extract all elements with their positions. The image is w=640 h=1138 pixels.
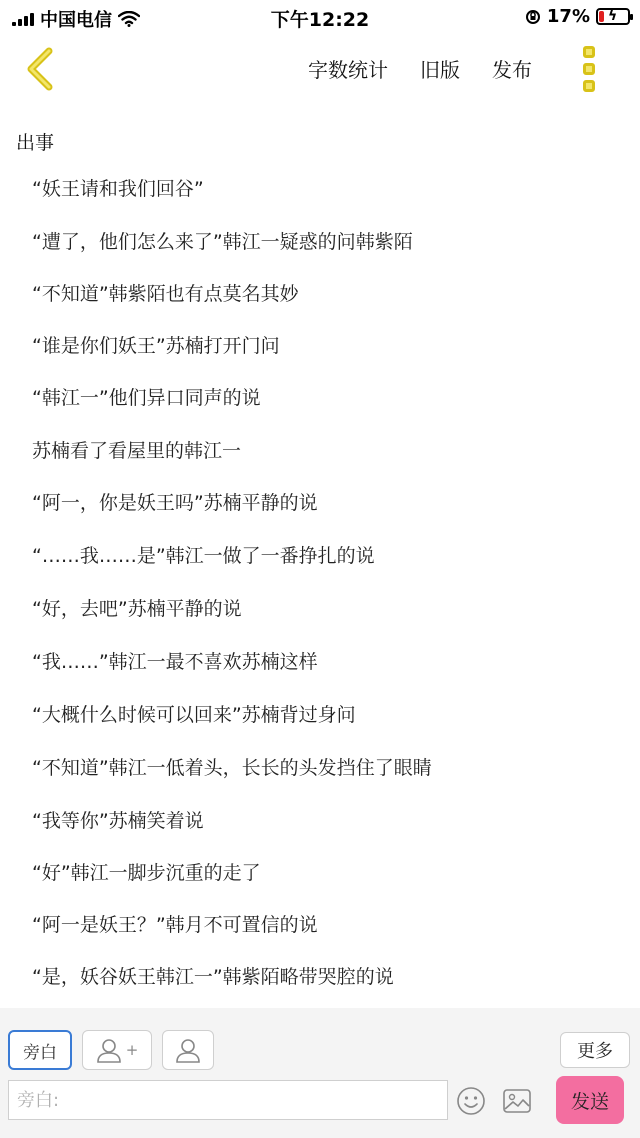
image-icon bbox=[502, 1087, 532, 1115]
chevron-left-icon bbox=[25, 47, 55, 91]
composer-panel bbox=[0, 1008, 640, 1138]
carrier-name: 中国电信 bbox=[40, 10, 112, 31]
status-time: 下午12:22 bbox=[270, 9, 370, 31]
status-right bbox=[525, 6, 630, 27]
message-input[interactable] bbox=[8, 1080, 448, 1120]
role-avatar-button[interactable] bbox=[162, 1030, 214, 1070]
charging-bolt-icon: ϟ bbox=[608, 8, 618, 24]
story-line[interactable]: “大概什么时候可以回来”苏楠背过身问 bbox=[32, 704, 356, 726]
story-line[interactable]: 苏楠看了看屋里的韩江一 bbox=[32, 440, 242, 462]
story-line[interactable]: “韩江一”他们异口同声的说 bbox=[32, 387, 261, 409]
more-menu-icon[interactable] bbox=[574, 46, 604, 92]
more-button[interactable]: 更多 bbox=[560, 1032, 630, 1068]
user-icon bbox=[96, 1037, 122, 1063]
toolbar-links bbox=[308, 54, 532, 83]
narrator-role-button[interactable] bbox=[8, 1030, 72, 1070]
plus-icon: + bbox=[125, 1041, 139, 1059]
story-line[interactable]: “好”韩江一脚步沉重的走了 bbox=[32, 862, 261, 884]
story-line[interactable]: “……我……是”韩江一做了一番挣扎的说 bbox=[32, 545, 375, 567]
story-line[interactable]: “不知道”韩紫陌也有点莫名其妙 bbox=[32, 283, 299, 305]
battery-percent: 17% bbox=[546, 6, 590, 27]
emoji-button[interactable] bbox=[454, 1084, 488, 1118]
editor-toolbar bbox=[0, 34, 640, 106]
story-line[interactable]: “好，去吧”苏楠平静的说 bbox=[32, 598, 242, 620]
send-button[interactable]: 发送 bbox=[556, 1076, 624, 1124]
smiley-icon bbox=[456, 1086, 486, 1116]
status-bar bbox=[0, 0, 640, 34]
publish-button[interactable]: 发布 bbox=[492, 58, 532, 82]
image-button[interactable] bbox=[500, 1084, 534, 1118]
story-line[interactable]: “我等你”苏楠笑着说 bbox=[32, 810, 204, 832]
story-line[interactable]: “我……”韩江一最不喜欢苏楠这样 bbox=[32, 651, 318, 673]
story-line[interactable]: “阿一，你是妖王吗”苏楠平静的说 bbox=[32, 492, 318, 514]
orientation-lock-icon bbox=[525, 9, 541, 25]
battery-icon bbox=[596, 8, 630, 25]
battery-fill bbox=[599, 11, 604, 22]
narrator-role-label: 旁白 bbox=[23, 1042, 57, 1063]
story-line[interactable]: “阿一是妖王？”韩月不可置信的说 bbox=[32, 914, 318, 936]
story-line[interactable]: “谁是你们妖王”苏楠打开门问 bbox=[32, 335, 280, 357]
user-icon bbox=[175, 1037, 201, 1063]
story-line[interactable]: “妖王请和我们回谷” bbox=[32, 178, 204, 200]
story-line[interactable]: “是，妖谷妖王韩江一”韩紫陌略带哭腔的说 bbox=[32, 966, 394, 988]
story-line[interactable]: “不知道”韩江一低着头，长长的头发挡住了眼睛 bbox=[32, 757, 432, 779]
word-count-button[interactable]: 字数统计 bbox=[308, 58, 388, 82]
add-role-button[interactable] bbox=[82, 1030, 152, 1070]
story-line[interactable]: “遭了，他们怎么来了”韩江一疑惑的问韩紫陌 bbox=[32, 231, 413, 253]
chapter-title: 出事 bbox=[16, 132, 55, 154]
back-button[interactable] bbox=[18, 44, 62, 94]
old-version-button[interactable]: 旧版 bbox=[420, 58, 460, 82]
